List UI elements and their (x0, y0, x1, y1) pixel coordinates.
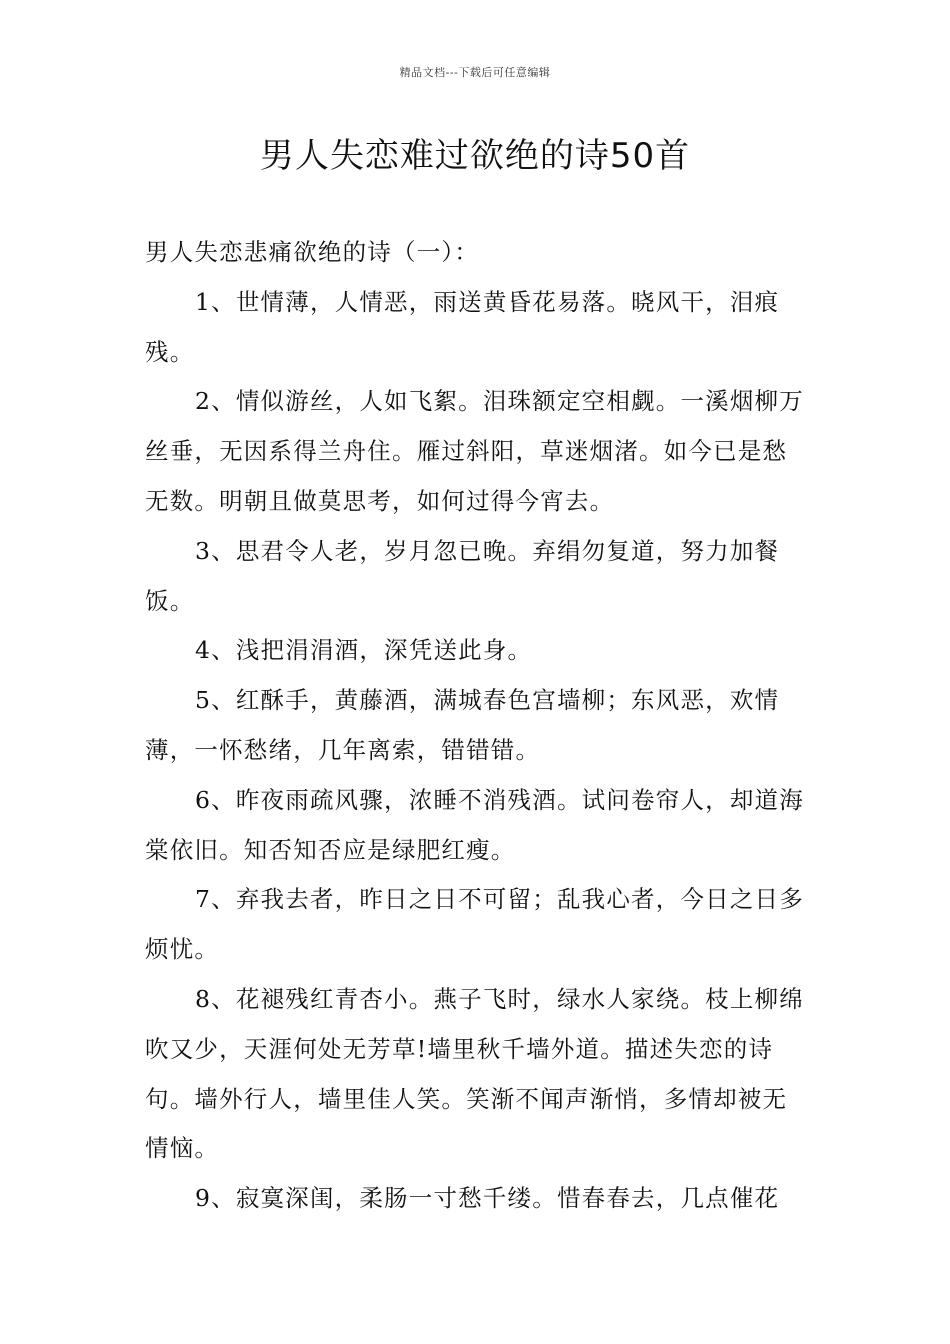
header-note: 精品文档---下载后可任意编辑 (399, 66, 551, 79)
poem-item-6: 6、昨夜雨疏风骤，浓睡不消残酒。试问卷帘人，却道海棠依旧。知否知否应是绿肥红瘦。 (145, 785, 804, 864)
poem-item-1: 1、世情薄，人情恶，雨送黄昏花易落。晓风干，泪痕残。 (145, 287, 780, 366)
poem-item-5: 5、红酥手，黄藤酒，满城春色宫墙柳；东风恶，欢情薄，一怀愁绪，几年离索，错错错。 (145, 686, 780, 764)
poem-item-7: 7、弃我去者，昨日之日不可留；乱我心者，今日之日多烦忧。 (145, 885, 804, 964)
page-title: 男人失恋难过欲绝的诗50首 (259, 136, 691, 176)
poem-item-3: 3、思君令人老，岁月忽已晚。弃绢勿复道，努力加餐饭。 (145, 536, 780, 615)
poem-item-4: 4、浅把涓涓酒，深凭送此身。 (195, 636, 533, 665)
poem-item-2: 2、情似游丝，人如飞絮。泪珠额定空相觑。一溪烟柳万丝垂，无因系得兰舟住。雁过斜阳，草迷烟渚。如今已是愁无数。明朝且做莫思考，如何过得今宵去。 (145, 387, 804, 515)
section-heading: 男人失恋悲痛欲绝的诗（一）： (145, 238, 480, 266)
document-body (145, 228, 810, 1224)
poem-item-8: 8、花褪残红青杏小。燕子飞时，绿水人家绕。枝上柳绵吹又少，天涯何处无芳草!墙里秋千墙外道。描述失恋的诗句。墙外行人，墙里佳人笑。笑渐不闻声渐悄，多情却被无情恼。 (145, 984, 804, 1163)
poem-item-9: 9、寂寞深闺，柔肠一寸愁千缕。惜春春去，几点催花 (195, 1184, 780, 1213)
